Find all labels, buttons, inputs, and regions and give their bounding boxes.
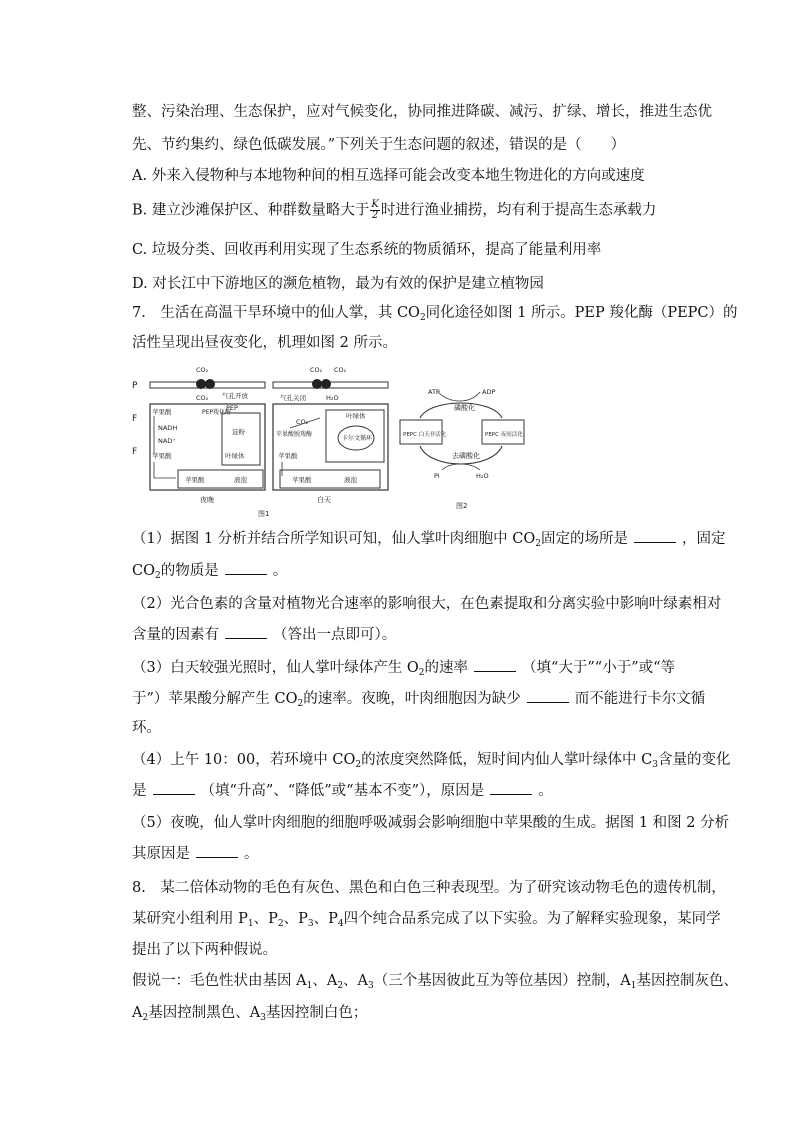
caption-fig2: 图2 [456, 502, 468, 510]
p5-text-a: 其原因是 [132, 846, 190, 862]
day-chloroplast: 叶绿体 [346, 412, 366, 420]
night-oxaloacetate: 苹果酸 [152, 408, 172, 416]
day-malate-vacuole: 苹果酸 [292, 476, 312, 484]
q8-l4-d: （三个基因彼此互为等位基因）控制，A [373, 973, 631, 989]
subscript: 2 [355, 760, 362, 770]
subscript: 1 [247, 919, 254, 929]
fig2-adp: ADP [482, 388, 496, 396]
subscript: 2 [297, 699, 304, 709]
day-calvin-cycle: 卡尔文循环 [342, 435, 373, 442]
subscript: 3 [368, 981, 374, 991]
p3-text-c: （填“大于”“小于”或“等 [521, 660, 676, 676]
p3-2-text-b: 的速率。夜晚，叶肉细胞因为缺少 [303, 691, 521, 707]
q8-line-1: 8. 某二倍体动物的毛色有灰色、黑色和白色三种表现型。为了研究该动物毛色的遗传机制， [132, 880, 726, 896]
day-co2-left: CO₂ [310, 366, 323, 374]
night-chloroplast: 叶绿体 [225, 452, 245, 460]
p4-text-a: （4）上午 10：00，若环境中 CO [132, 752, 356, 768]
night-malate-vacuole: 苹果酸 [185, 476, 205, 484]
subscript: 2 [419, 313, 426, 323]
p1-text-b: 固定的场所是 [541, 531, 628, 547]
q8-line-2 [132, 909, 721, 934]
q6-option-b [132, 200, 656, 221]
p4-2-text-a: 是 [132, 783, 147, 799]
fig2-atp: ATP [428, 388, 440, 396]
k-over-2-fraction [370, 200, 379, 221]
night-nad: NAD⁺ [158, 437, 176, 445]
q8-l2-d: 、P [313, 911, 338, 927]
p3-2-text-a: 于”）苹果酸分解产生 CO [132, 691, 298, 707]
fig2-pepc-night: PEPC 夜间活化 [485, 432, 523, 438]
q8-l2-e: 四个纯合品系完成了以下实验。为了解释实验现象，某同学 [343, 911, 721, 927]
night-stomata-open: 气孔开放 [222, 392, 248, 400]
subscript: 2 [154, 571, 161, 581]
q8-line-5 [132, 1003, 367, 1028]
q7-part1-line-2 [132, 561, 287, 586]
p3-text-a: （3）白天较强光照时，仙人掌叶绿体产生 O [132, 660, 419, 676]
p1-2-text-a: CO [132, 563, 155, 579]
q8-l2-a: 某研究小组利用 P [132, 911, 248, 927]
answer-blank[interactable] [225, 626, 267, 639]
caption-day: 白天 [317, 496, 331, 504]
q8-l2-b: 、P [253, 911, 278, 927]
subscript: 2 [277, 919, 284, 929]
night-malate: 苹果酸 [152, 452, 172, 460]
q8-line-4 [132, 971, 738, 996]
p1-2-text-b: 的物质是 [160, 563, 219, 579]
q8-l2-c: 、P [283, 911, 308, 927]
p4-text-c: 含量的变化 [658, 752, 731, 768]
subscript: 4 [337, 919, 344, 929]
q7-figure [130, 358, 530, 518]
q7-part2-line-1: （2）光合色素的含量对植物光合速率的影响很大，在色素提取和分离实验中影响叶绿素相对 [132, 596, 722, 612]
fig1-day-panel [273, 366, 388, 504]
answer-blank[interactable] [153, 782, 195, 795]
answer-blank[interactable] [634, 530, 676, 543]
p2-text-b: （答出一点即可）。 [273, 627, 397, 643]
day-co2-right: CO₂ [334, 366, 347, 374]
subscript: 3 [260, 1013, 266, 1023]
fig2-h2o: H₂O [476, 472, 489, 480]
subscript: 2 [337, 981, 344, 991]
q7-part4-line-1 [132, 750, 731, 775]
answer-blank[interactable] [474, 659, 516, 672]
q7-part3-line-1 [132, 658, 675, 683]
caption-fig1: 图1 [258, 510, 270, 518]
day-malate: 苹果酸 [278, 452, 298, 460]
q7-stem-text-b: 同化途径如图 1 所示。PEP 羧化酶（PEPC）的 [425, 305, 738, 321]
q6-option-d: D. 对长江中下游地区的濒危植物，最为有效的保护是建立植物园 [132, 276, 544, 292]
day-co2-inner: CO₂ [296, 418, 309, 426]
p5-text-b: 。 [244, 846, 259, 862]
q6-option-c: C. 垃圾分类、回收再利用实现了生态系统的物质循环，提高了能量利用率 [132, 242, 602, 258]
p2-text-a: 含量的因素有 [132, 627, 219, 643]
fig2-pi: Pi [434, 472, 440, 480]
subscript: 3 [307, 919, 314, 929]
fig1-night-panel [150, 366, 265, 504]
q8-line-3: 提出了以下两种假说。 [132, 942, 277, 958]
night-pepc: PEP羧化酶 [202, 409, 232, 416]
subscript: 2 [535, 539, 541, 549]
q7-part2-line-2 [132, 625, 396, 645]
p1-text-c: ，固定 [682, 531, 726, 547]
caption-night: 夜晚 [200, 496, 214, 504]
answer-blank[interactable] [490, 782, 532, 795]
day-decarboxylase: 苹果酸脱羧酶 [276, 431, 313, 438]
day-h2o: H₂O [326, 394, 339, 402]
subscript: 3 [652, 760, 658, 770]
q6-stem-line-2: 先、节约集约、绿色低碳发展。”下列关于生态问题的叙述，错误的是（ ） [132, 137, 626, 153]
subscript: 2 [142, 1013, 149, 1023]
answer-blank[interactable] [527, 690, 569, 703]
q7-part5-line-1: （5）夜晚，仙人掌叶肉细胞的细胞呼吸减弱会影响细胞中苹果酸的生成。据图 1 和图 2 分析 [132, 815, 730, 831]
night-starch: 淀粉 [232, 428, 245, 436]
q7-part1-line-1 [132, 529, 726, 554]
night-co2-mid: CO₂ [196, 394, 209, 402]
fig2-phosphorylation: 磷酸化 [454, 404, 475, 412]
night-co2-top: CO₂ [196, 366, 209, 374]
row-label-p: P [132, 381, 138, 391]
q7-part4-line-2 [132, 781, 553, 801]
q8-l4-e: 基因控制灰色、 [636, 973, 738, 989]
night-pep: PEP [226, 404, 238, 412]
q7-stem-text-a: 7. 生活在高温干旱环境中的仙人掌，其 CO [132, 305, 420, 321]
fraction-denominator: 2 [371, 210, 379, 221]
p1-2-text-c: 。 [272, 563, 288, 579]
q7-stem-line-1 [132, 303, 738, 328]
option-b-text-pre: B. 建立沙滩保护区、种群数量略大于 [132, 202, 370, 219]
q8-l5-b: 基因控制黑色、A [148, 1005, 261, 1021]
day-vacuole: 液泡 [344, 476, 357, 484]
q6-stem-line-1: 整、污染治理、生态保护，应对气候变化，协同推进降碳、减污、扩绿、增长，推进生态优 [132, 104, 712, 120]
fig2-dephosphorylation: 去磷酸化 [452, 452, 480, 460]
q7-part3-line-2 [132, 689, 705, 714]
q7-part3-line-3: 环。 [132, 720, 161, 736]
day-stomata-closed: 气孔关闭 [280, 394, 306, 402]
answer-blank[interactable] [225, 562, 267, 575]
q8-l4-a: 假说一：毛色性状由基因 A [132, 973, 307, 989]
subscript: 2 [418, 668, 425, 678]
answer-blank[interactable] [196, 845, 238, 858]
p4-2-text-c: 。 [538, 783, 553, 799]
q7-stem-line-2: 活性呈现出昼夜变化，机理如图 2 所示。 [132, 335, 397, 351]
fig2-diagram [400, 388, 524, 510]
q7-part5-line-2 [132, 844, 259, 864]
subscript: 1 [630, 981, 637, 991]
p3-text-b: 的速率 [424, 660, 468, 676]
subscript: 1 [306, 981, 313, 991]
row-label-f2: F [132, 447, 138, 457]
night-nadh: NADH [158, 424, 178, 432]
p1-text-a: （1）据图 1 分析并结合所学知识可知，仙人掌叶肉细胞中 CO [132, 531, 536, 547]
fig2-pepc-day: PEPC 白天非活化 [403, 432, 447, 438]
p3-2-text-c: 而不能进行卡尔文循 [574, 691, 706, 707]
q6-option-a: A. 外来入侵物种与本地物种间的相互选择可能会改变本地生物进化的方向或速度 [132, 168, 645, 184]
q8-l5-c: 基因控制白色； [265, 1005, 368, 1021]
night-vacuole: 液泡 [234, 476, 247, 484]
p4-2-text-b: （填“升高”、“降低”或“基本不变”），原因是 [200, 783, 485, 799]
row-label-f1: F [132, 414, 138, 424]
q8-l4-c: 、A [343, 973, 369, 989]
p4-text-b: 的浓度突然降低，短时间内仙人掌叶绿体中 C [361, 752, 653, 768]
q8-l4-b: 、A [312, 973, 338, 989]
fraction-numerator: K [371, 199, 379, 210]
option-b-text-post: 时进行渔业捕捞，均有利于提高生态承载力 [380, 202, 657, 219]
q8-l5-a: A [132, 1005, 143, 1021]
